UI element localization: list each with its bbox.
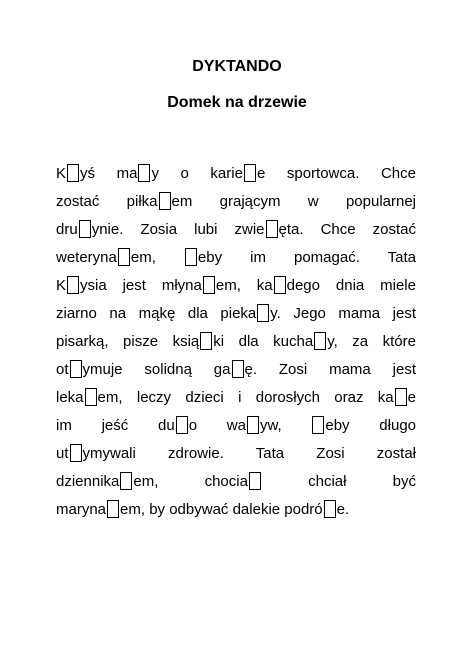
text-line: im jeść du o wa yw, eby długo <box>56 417 417 434</box>
letter-gap-box[interactable] <box>79 220 91 238</box>
letter-gap-box[interactable] <box>107 500 119 518</box>
text-line: dziennika em, chocia chciał być <box>56 473 416 490</box>
letter-gap-box[interactable] <box>312 416 324 434</box>
letter-gap-box[interactable] <box>118 248 130 266</box>
letter-gap-box[interactable] <box>266 220 278 238</box>
text-line: ut ymywali zdrowie. Tata Zosi został <box>56 445 416 462</box>
letter-gap-box[interactable] <box>203 276 215 294</box>
text-line: leka em, leczy dzieci i dorosłych oraz ka e <box>56 389 416 406</box>
letter-gap-box[interactable] <box>70 444 82 462</box>
dictation-text <box>56 160 416 524</box>
letter-gap-box[interactable] <box>67 164 79 182</box>
letter-gap-box[interactable] <box>159 192 171 210</box>
text-line: K ysia jest młyna em, ka dego dnia miele <box>56 277 416 294</box>
letter-gap-box[interactable] <box>120 472 132 490</box>
letter-gap-box[interactable] <box>244 164 256 182</box>
letter-gap-box[interactable] <box>185 248 197 266</box>
letter-gap-box[interactable] <box>257 304 269 322</box>
letter-gap-box[interactable] <box>324 500 336 518</box>
text-line: pisarką, pisze ksią ki dla kucha y, za które <box>56 333 416 350</box>
letter-gap-box[interactable] <box>232 360 244 378</box>
letter-gap-box[interactable] <box>247 416 259 434</box>
page-title: DYKTANDO <box>192 58 282 75</box>
text-line: ot ymuje solidną ga ę. Zosi mama jest <box>56 361 416 378</box>
letter-gap-box[interactable] <box>200 332 212 350</box>
letter-gap-box[interactable] <box>70 360 82 378</box>
letter-gap-box[interactable] <box>138 164 150 182</box>
letter-gap-box[interactable] <box>85 388 97 406</box>
text-line: K yś ma y o karie e sportowca. Chce <box>56 165 416 182</box>
text-line: maryna em, by odbywać dalekie podró e. <box>56 501 350 518</box>
text-line: zostać piłka em grającym w popularnej <box>56 193 417 210</box>
text-line: ziarno na mąkę dla pieka y. Jego mama jest <box>56 305 416 322</box>
letter-gap-box[interactable] <box>249 472 261 490</box>
letter-gap-box[interactable] <box>176 416 188 434</box>
page-subtitle: Domek na drzewie <box>167 94 307 111</box>
text-line: weteryna em, eby im pomagać. Tata <box>56 249 416 266</box>
letter-gap-box[interactable] <box>67 276 79 294</box>
letter-gap-box[interactable] <box>314 332 326 350</box>
text-line: dru ynie. Zosia lubi zwie ęta. Chce zostać <box>56 221 416 238</box>
letter-gap-box[interactable] <box>274 276 286 294</box>
letter-gap-box[interactable] <box>395 388 407 406</box>
